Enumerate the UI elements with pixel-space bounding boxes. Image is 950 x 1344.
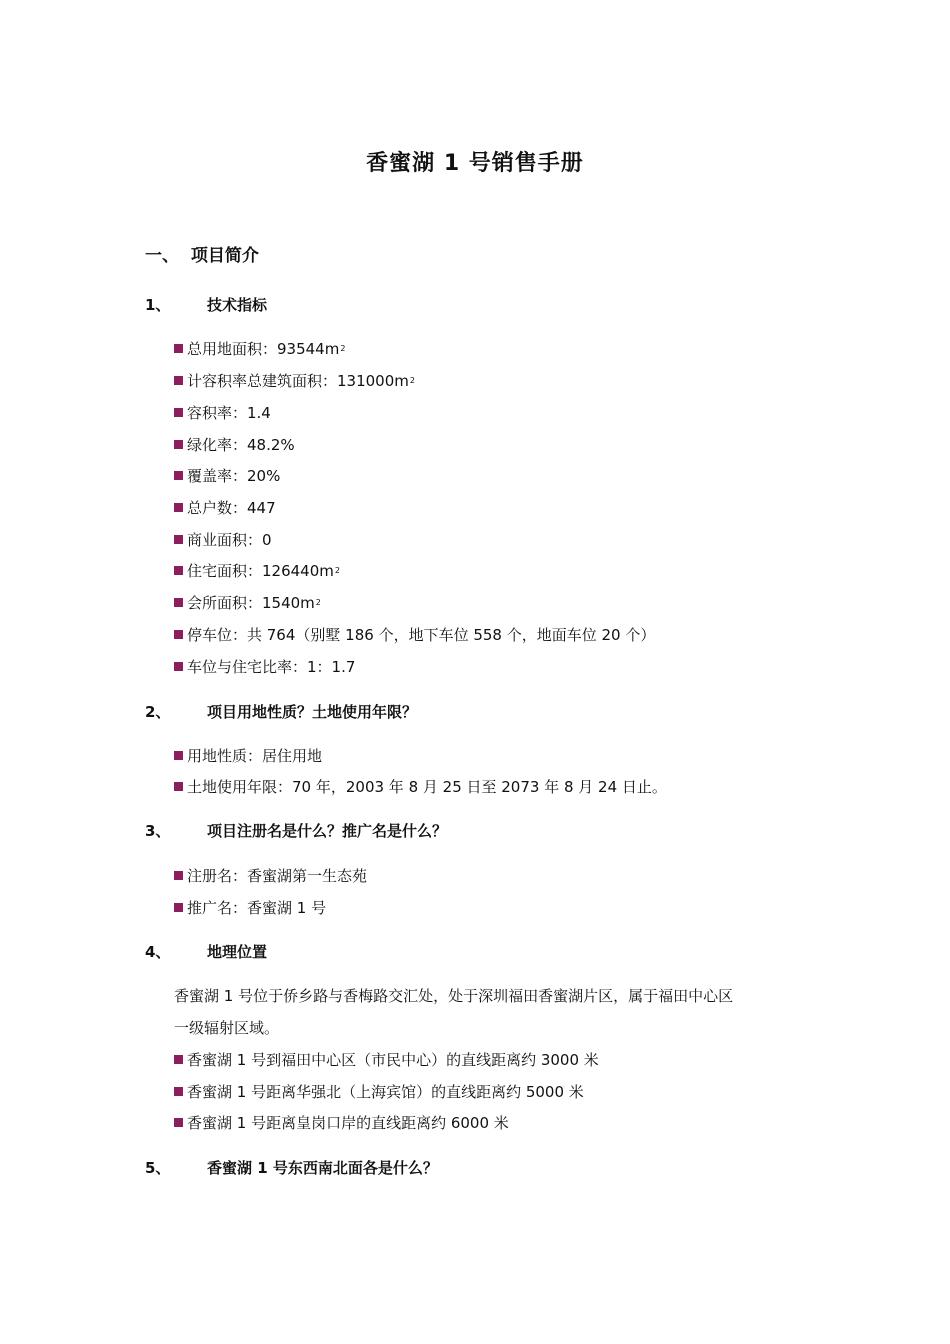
bullet-square-icon xyxy=(174,1087,183,1096)
list-item: 停车位：共 764（别墅 186 个，地下车位 558 个，地面车位 20 个） xyxy=(174,624,655,645)
subheading-number: 3、 xyxy=(145,822,171,840)
location-paragraph-line-2: 一级辐射区域。 xyxy=(174,1019,280,1037)
bullet-square-icon xyxy=(174,408,183,417)
subheading-title: 项目注册名是什么？推广名是什么？ xyxy=(207,822,448,840)
subheading-title: 技术指标 xyxy=(207,296,268,314)
bullet-square-icon xyxy=(174,440,183,449)
section-heading-overview xyxy=(145,241,259,266)
subheading-technical-indicators xyxy=(145,294,645,314)
bullet-square-icon xyxy=(174,566,183,575)
bullet-square-icon xyxy=(174,598,183,607)
list-item: 容积率：1.4 xyxy=(174,402,271,423)
subheading-land-use xyxy=(145,701,645,721)
subheading-number: 5、 xyxy=(145,1159,171,1177)
list-item: 总户数：447 xyxy=(174,497,276,518)
list-item: 总用地面积：93544m 2 xyxy=(174,338,345,359)
list-item: 绿化率：48.2% xyxy=(174,434,295,455)
bullet-square-icon xyxy=(174,376,183,385)
list-item: 香蜜湖 1 号到福田中心区（市民中心）的直线距离约 3000 米 xyxy=(174,1049,599,1070)
list-item: 香蜜湖 1 号距离皇岗口岸的直线距离约 6000 米 xyxy=(174,1112,509,1133)
list-item: 商业面积：0 xyxy=(174,529,272,550)
document-title: 香蜜湖 1 号销售手册 xyxy=(366,151,584,176)
list-item: 住宅面积：126440m 2 xyxy=(174,560,340,581)
subheading-number: 4、 xyxy=(145,943,171,961)
subheading-number: 1、 xyxy=(145,296,171,314)
bullet-square-icon xyxy=(174,503,183,512)
bullet-square-icon xyxy=(174,782,183,791)
section-number: 一、 xyxy=(145,246,179,266)
subheading-title: 地理位置 xyxy=(207,943,268,961)
list-item: 土地使用年限：70 年，2003 年 8 月 25 日至 2073 年 8 月 24 日止。 xyxy=(174,776,667,797)
bullet-square-icon xyxy=(174,630,183,639)
subheading-number: 2、 xyxy=(145,703,171,721)
list-item: 会所面积：1540m 2 xyxy=(174,592,321,613)
list-item: 用地性质：居住用地 xyxy=(174,745,322,766)
bullet-square-icon xyxy=(174,1118,183,1127)
subheading-title: 香蜜湖 1 号东西南北面各是什么？ xyxy=(207,1159,438,1177)
bullet-square-icon xyxy=(174,471,183,480)
subheading-surroundings xyxy=(145,1157,645,1177)
location-paragraph-line-1: 香蜜湖 1 号位于侨乡路与香梅路交汇处，处于深圳福田香蜜湖片区，属于福田中心区 xyxy=(174,987,734,1005)
list-item: 注册名：香蜜湖第一生态苑 xyxy=(174,865,367,886)
bullet-square-icon xyxy=(174,1055,183,1064)
list-item: 覆盖率：20% xyxy=(174,465,280,486)
bullet-square-icon xyxy=(174,871,183,880)
bullet-square-icon xyxy=(174,751,183,760)
bullet-square-icon xyxy=(174,903,183,912)
bullet-square-icon xyxy=(174,662,183,671)
list-item: 计容积率总建筑面积：131000m 2 xyxy=(174,370,415,391)
list-item: 香蜜湖 1 号距离华强北（上海宾馆）的直线距离约 5000 米 xyxy=(174,1081,584,1102)
subheading-project-names xyxy=(145,820,645,840)
list-item: 车位与住宅比率：1：1.7 xyxy=(174,656,355,677)
list-item: 推广名：香蜜湖 1 号 xyxy=(174,897,326,918)
bullet-square-icon xyxy=(174,535,183,544)
subheading-title: 项目用地性质？土地使用年限？ xyxy=(207,703,418,721)
section-title: 项目简介 xyxy=(190,246,259,266)
subheading-location xyxy=(145,941,645,961)
bullet-square-icon xyxy=(174,344,183,353)
